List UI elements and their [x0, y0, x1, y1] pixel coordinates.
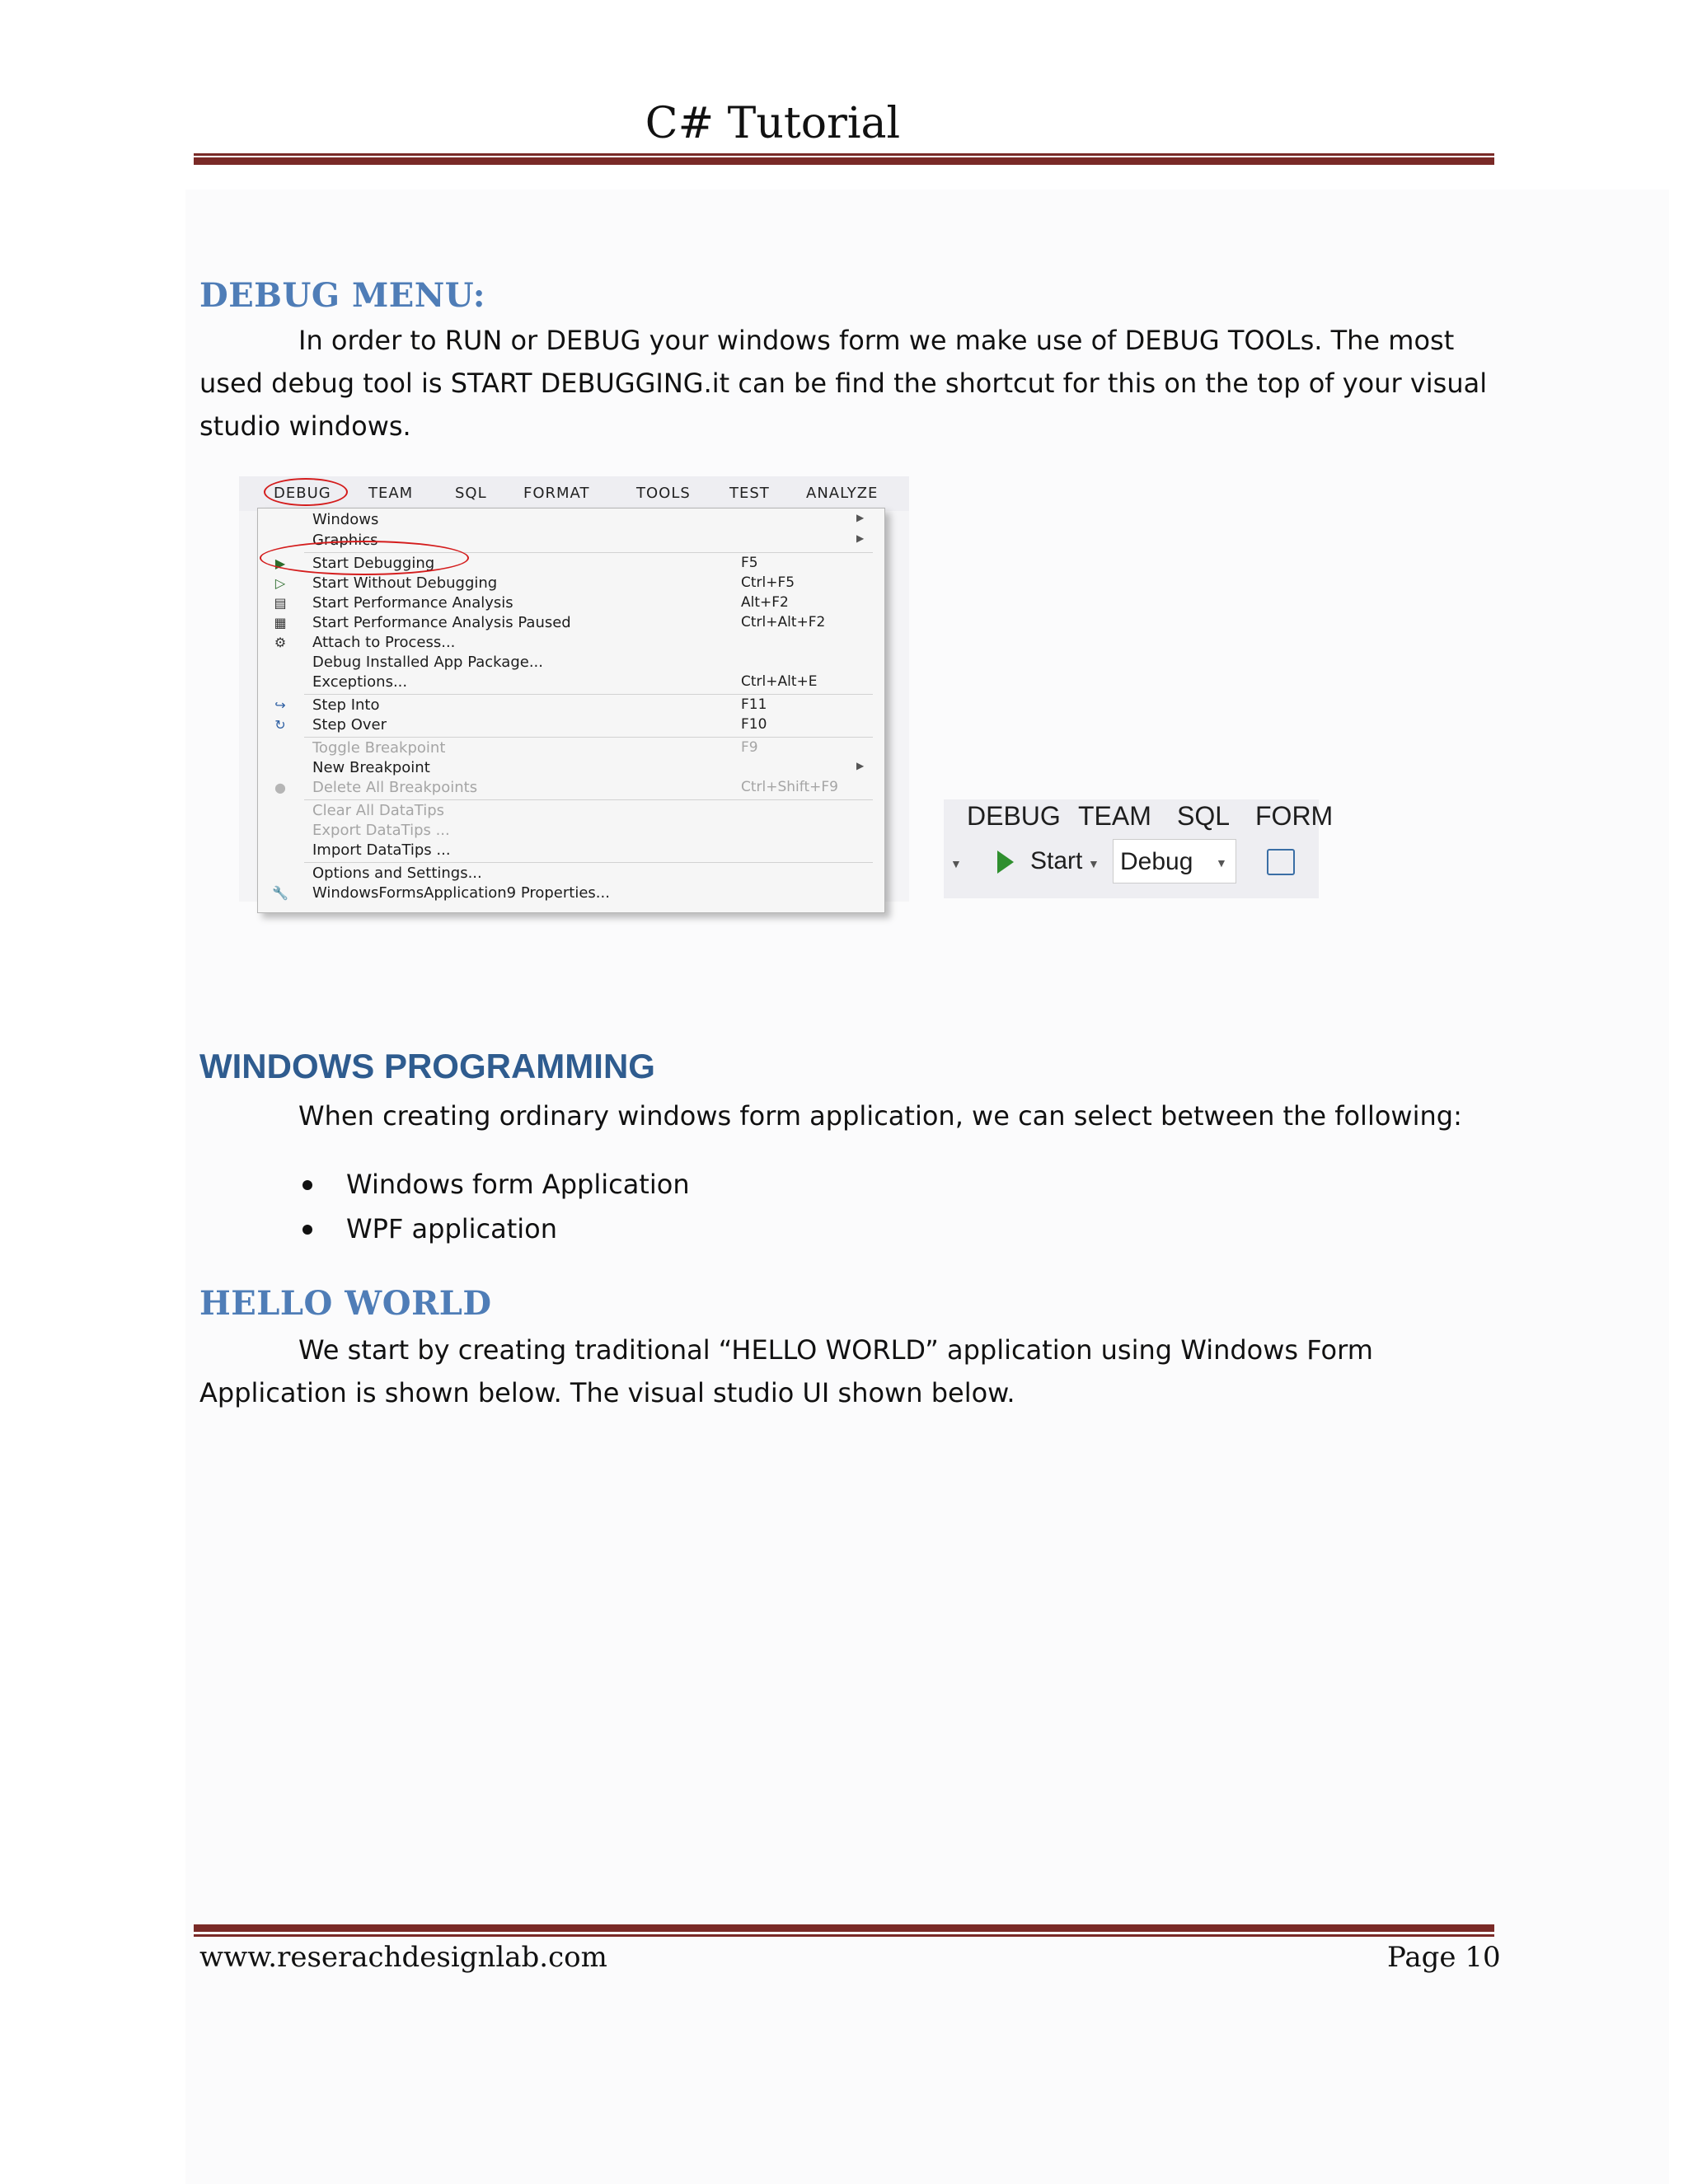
windows-programming-heading: WINDOWS PROGRAMMING: [199, 1047, 655, 1085]
menubar-tools[interactable]: TOOLS: [636, 485, 691, 502]
footer-rule-thin: [194, 1934, 1494, 1937]
menubar-team[interactable]: TEAM: [368, 485, 414, 502]
menubar-analyze[interactable]: ANALYZE: [806, 485, 879, 502]
solution-configuration-dropdown[interactable]: [1113, 839, 1236, 883]
play-outline-icon: ▷: [274, 575, 286, 591]
menubar-debug[interactable]: DEBUG: [274, 485, 331, 502]
menu-item-windows[interactable]: [258, 510, 884, 530]
menu-item-step-over[interactable]: [258, 715, 884, 735]
toolbar-menu-debug[interactable]: DEBUG: [967, 801, 1061, 831]
menu-item-shortcut: F5: [741, 555, 758, 571]
toolbar-overflow-caret-icon[interactable]: ▼: [950, 857, 962, 870]
menu-separator: [304, 694, 873, 695]
menu-item-label: New Breakpoint: [312, 759, 430, 776]
debug-highlight-ellipse: [264, 478, 348, 506]
debug-menu-paragraph: [199, 319, 1493, 448]
menu-item-shortcut: Ctrl+Alt+F2: [741, 614, 826, 630]
debug-menu-text: In order to RUN or DEBUG your windows form we make use of DEBUG TOOLs. The most used debug tool is START DEBUGGING.it can be find the shortcut for this on the top of your visual studio windows.: [199, 325, 1488, 442]
submenu-arrow-icon: ▶: [856, 532, 865, 544]
header-rule-thick: [194, 157, 1494, 165]
menu-item-label: Windows: [312, 511, 379, 528]
submenu-arrow-icon: ▶: [856, 760, 865, 771]
solution-configuration-value: Debug: [1120, 848, 1193, 875]
menu-item-label: Debug Installed App Package...: [312, 654, 543, 671]
menu-item-label: Step Over: [312, 716, 387, 733]
menubar-sql[interactable]: SQL: [455, 485, 487, 502]
bullet-icon: [302, 1180, 312, 1190]
menu-item-label: Exceptions...: [312, 673, 408, 691]
debug-menu-screenshot: [239, 476, 909, 902]
menu-separator: [304, 737, 873, 738]
menu-item-label: Clear All DataTips: [312, 802, 445, 819]
menu-item-export-datatips[interactable]: [258, 821, 884, 841]
menu-item-label: WindowsFormsApplication9 Properties...: [312, 884, 610, 902]
step-into-icon: ↪: [274, 697, 286, 713]
footer-page-number: Page 10: [1387, 1941, 1501, 1974]
wrench-icon: 🔧: [272, 885, 288, 901]
menu-item-new-breakpoint[interactable]: [258, 758, 884, 778]
menu-item-step-into[interactable]: [258, 696, 884, 715]
footer-rule-thick: [194, 1924, 1494, 1932]
start-play-icon[interactable]: [997, 851, 1014, 874]
menu-item-start-without-debugging[interactable]: [258, 574, 884, 593]
performance-icon: ▤: [274, 595, 287, 611]
toolbar-menu-sql[interactable]: SQL: [1177, 801, 1231, 831]
performance-paused-icon: ▦: [274, 615, 287, 630]
menu-item-label: Toggle Breakpoint: [312, 739, 446, 757]
start-button-label[interactable]: Start: [1030, 847, 1083, 874]
menu-item-label: Start Debugging: [312, 555, 435, 572]
menubar-test[interactable]: TEST: [729, 485, 770, 502]
menu-item-shortcut: Alt+F2: [741, 594, 789, 611]
menu-item-label: Start Without Debugging: [312, 574, 498, 592]
toolbar-menu-form[interactable]: FORM: [1255, 801, 1334, 831]
menu-item-clear-all-datatips[interactable]: [258, 801, 884, 821]
page-header-title: C# Tutorial: [645, 99, 901, 148]
header-rule-thin: [194, 153, 1494, 156]
menu-item-label: Import DataTips ...: [312, 841, 451, 859]
menu-item-shortcut: Ctrl+F5: [741, 574, 795, 591]
menu-item-start-performance-analysis-paused[interactable]: [258, 613, 884, 633]
menu-item-shortcut: Ctrl+Shift+F9: [741, 779, 838, 795]
menu-item-project-properties[interactable]: [258, 883, 884, 903]
bullet-text: Windows form Application: [346, 1169, 690, 1200]
menu-item-debug-installed-app-package[interactable]: [258, 653, 884, 673]
step-over-icon: ↻: [274, 717, 286, 733]
menu-item-import-datatips[interactable]: [258, 841, 884, 860]
hello-world-heading: HELLO WORLD: [199, 1284, 492, 1323]
menu-item-label: Start Performance Analysis: [312, 594, 513, 612]
menu-item-label: Graphics: [312, 532, 378, 549]
menu-separator: [304, 862, 873, 863]
play-icon: ▶: [274, 555, 286, 571]
footer-website: www.reserachdesignlab.com: [199, 1941, 607, 1974]
menu-item-delete-all-breakpoints[interactable]: [258, 778, 884, 798]
submenu-arrow-icon: ▶: [856, 512, 865, 523]
menu-separator: [304, 799, 873, 800]
windows-programming-text: When creating ordinary windows form application, we can select between the following:: [298, 1100, 1462, 1132]
start-dropdown-caret-icon[interactable]: ▼: [1088, 857, 1100, 870]
menu-item-label: Export DataTips ...: [312, 822, 450, 839]
menu-item-options-and-settings[interactable]: [258, 864, 884, 883]
hello-world-paragraph: [199, 1329, 1493, 1414]
start-debugging-highlight-ellipse: [260, 541, 469, 575]
menu-item-attach-to-process[interactable]: [258, 633, 884, 653]
bullet-wpf-application: [346, 1213, 557, 1244]
menu-item-start-performance-analysis[interactable]: [258, 593, 884, 613]
menu-item-exceptions[interactable]: [258, 673, 884, 692]
bullet-text: WPF application: [346, 1213, 558, 1244]
menu-item-label: Start Performance Analysis Paused: [312, 614, 571, 631]
attach-process-icon[interactable]: [1267, 849, 1295, 875]
delete-breakpoints-icon: ●: [274, 780, 286, 795]
debug-menu-heading: DEBUG MENU:: [199, 276, 486, 315]
menu-item-shortcut: F9: [741, 739, 758, 756]
windows-programming-paragraph: [199, 1094, 1493, 1137]
menu-item-shortcut: Ctrl+Alt+E: [741, 673, 818, 690]
menu-item-label: Attach to Process...: [312, 634, 456, 651]
menu-item-label: Delete All Breakpoints: [312, 779, 478, 796]
hello-world-text: We start by creating traditional “HELLO WORLD” application using Windows Form Application is shown below. The visual studio UI shown below.: [199, 1334, 1373, 1408]
toolbar-screenshot: [944, 799, 1334, 898]
configuration-caret-icon: ▼: [1216, 856, 1227, 869]
menu-item-label: Options and Settings...: [312, 865, 482, 882]
attach-icon: ⚙: [274, 635, 287, 650]
menubar-format[interactable]: FORMAT: [523, 485, 590, 502]
menu-item-shortcut: F11: [741, 696, 767, 713]
bullet-icon: [302, 1225, 312, 1235]
menu-item-shortcut: F10: [741, 716, 767, 733]
menu-item-toggle-breakpoint[interactable]: [258, 738, 884, 758]
bullet-windows-form-application: [346, 1169, 690, 1200]
menu-item-label: Step Into: [312, 696, 380, 714]
toolbar-menu-team[interactable]: TEAM: [1078, 801, 1151, 831]
